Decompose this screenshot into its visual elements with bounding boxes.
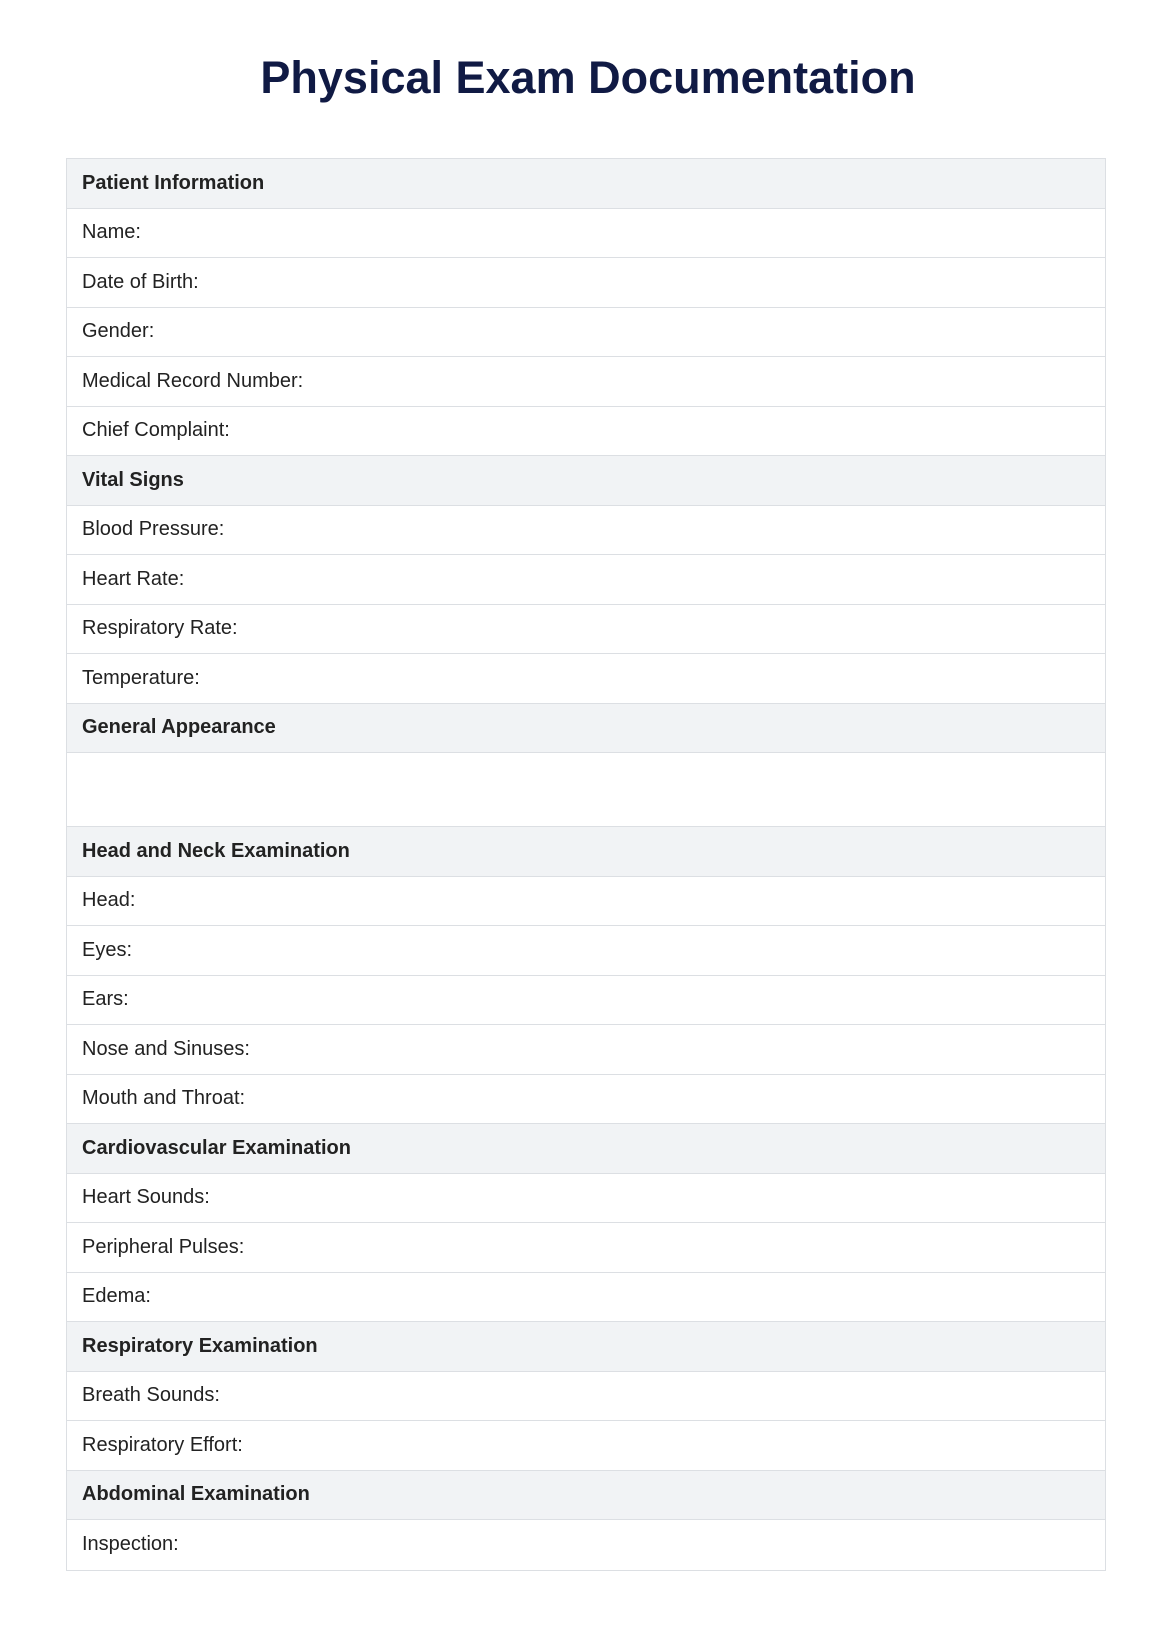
field-row[interactable]: Eyes: [67, 926, 1105, 976]
field-row[interactable]: Edema: [67, 1273, 1105, 1323]
field-row[interactable]: Peripheral Pulses: [67, 1223, 1105, 1273]
field-row[interactable]: Gender: [67, 308, 1105, 358]
section-header: Abdominal Examination [67, 1471, 1105, 1521]
field-row[interactable]: Medical Record Number: [67, 357, 1105, 407]
field-row[interactable]: Blood Pressure: [67, 506, 1105, 556]
field-row[interactable]: Date of Birth: [67, 258, 1105, 308]
field-row[interactable]: Heart Rate: [67, 555, 1105, 605]
notes-field[interactable] [67, 753, 1105, 827]
page-title: Physical Exam Documentation [260, 52, 916, 103]
field-row[interactable]: Temperature: [67, 654, 1105, 704]
section-header: Cardiovascular Examination [67, 1124, 1105, 1174]
section-header: Respiratory Examination [67, 1322, 1105, 1372]
field-row[interactable]: Chief Complaint: [67, 407, 1105, 457]
field-row[interactable]: Inspection: [82, 1533, 179, 1556]
section-header: Head and Neck Examination [67, 827, 1105, 877]
field-row[interactable]: Mouth and Throat: [67, 1075, 1105, 1125]
section-header: Patient Information [67, 159, 1105, 209]
field-row[interactable]: Breath Sounds: [67, 1372, 1105, 1422]
field-row[interactable]: Respiratory Effort: [67, 1421, 1105, 1471]
field-row[interactable]: Respiratory Rate: [67, 605, 1105, 655]
section-header: Vital Signs [67, 456, 1105, 506]
field-row[interactable]: Head: [67, 877, 1105, 927]
section-header: General Appearance [67, 704, 1105, 754]
field-row[interactable]: Ears: [67, 976, 1105, 1026]
field-row[interactable]: Name: [67, 209, 1105, 259]
field-row[interactable]: Nose and Sinuses: [67, 1025, 1105, 1075]
field-row[interactable]: Heart Sounds: [67, 1174, 1105, 1224]
exam-table [66, 158, 1106, 1571]
